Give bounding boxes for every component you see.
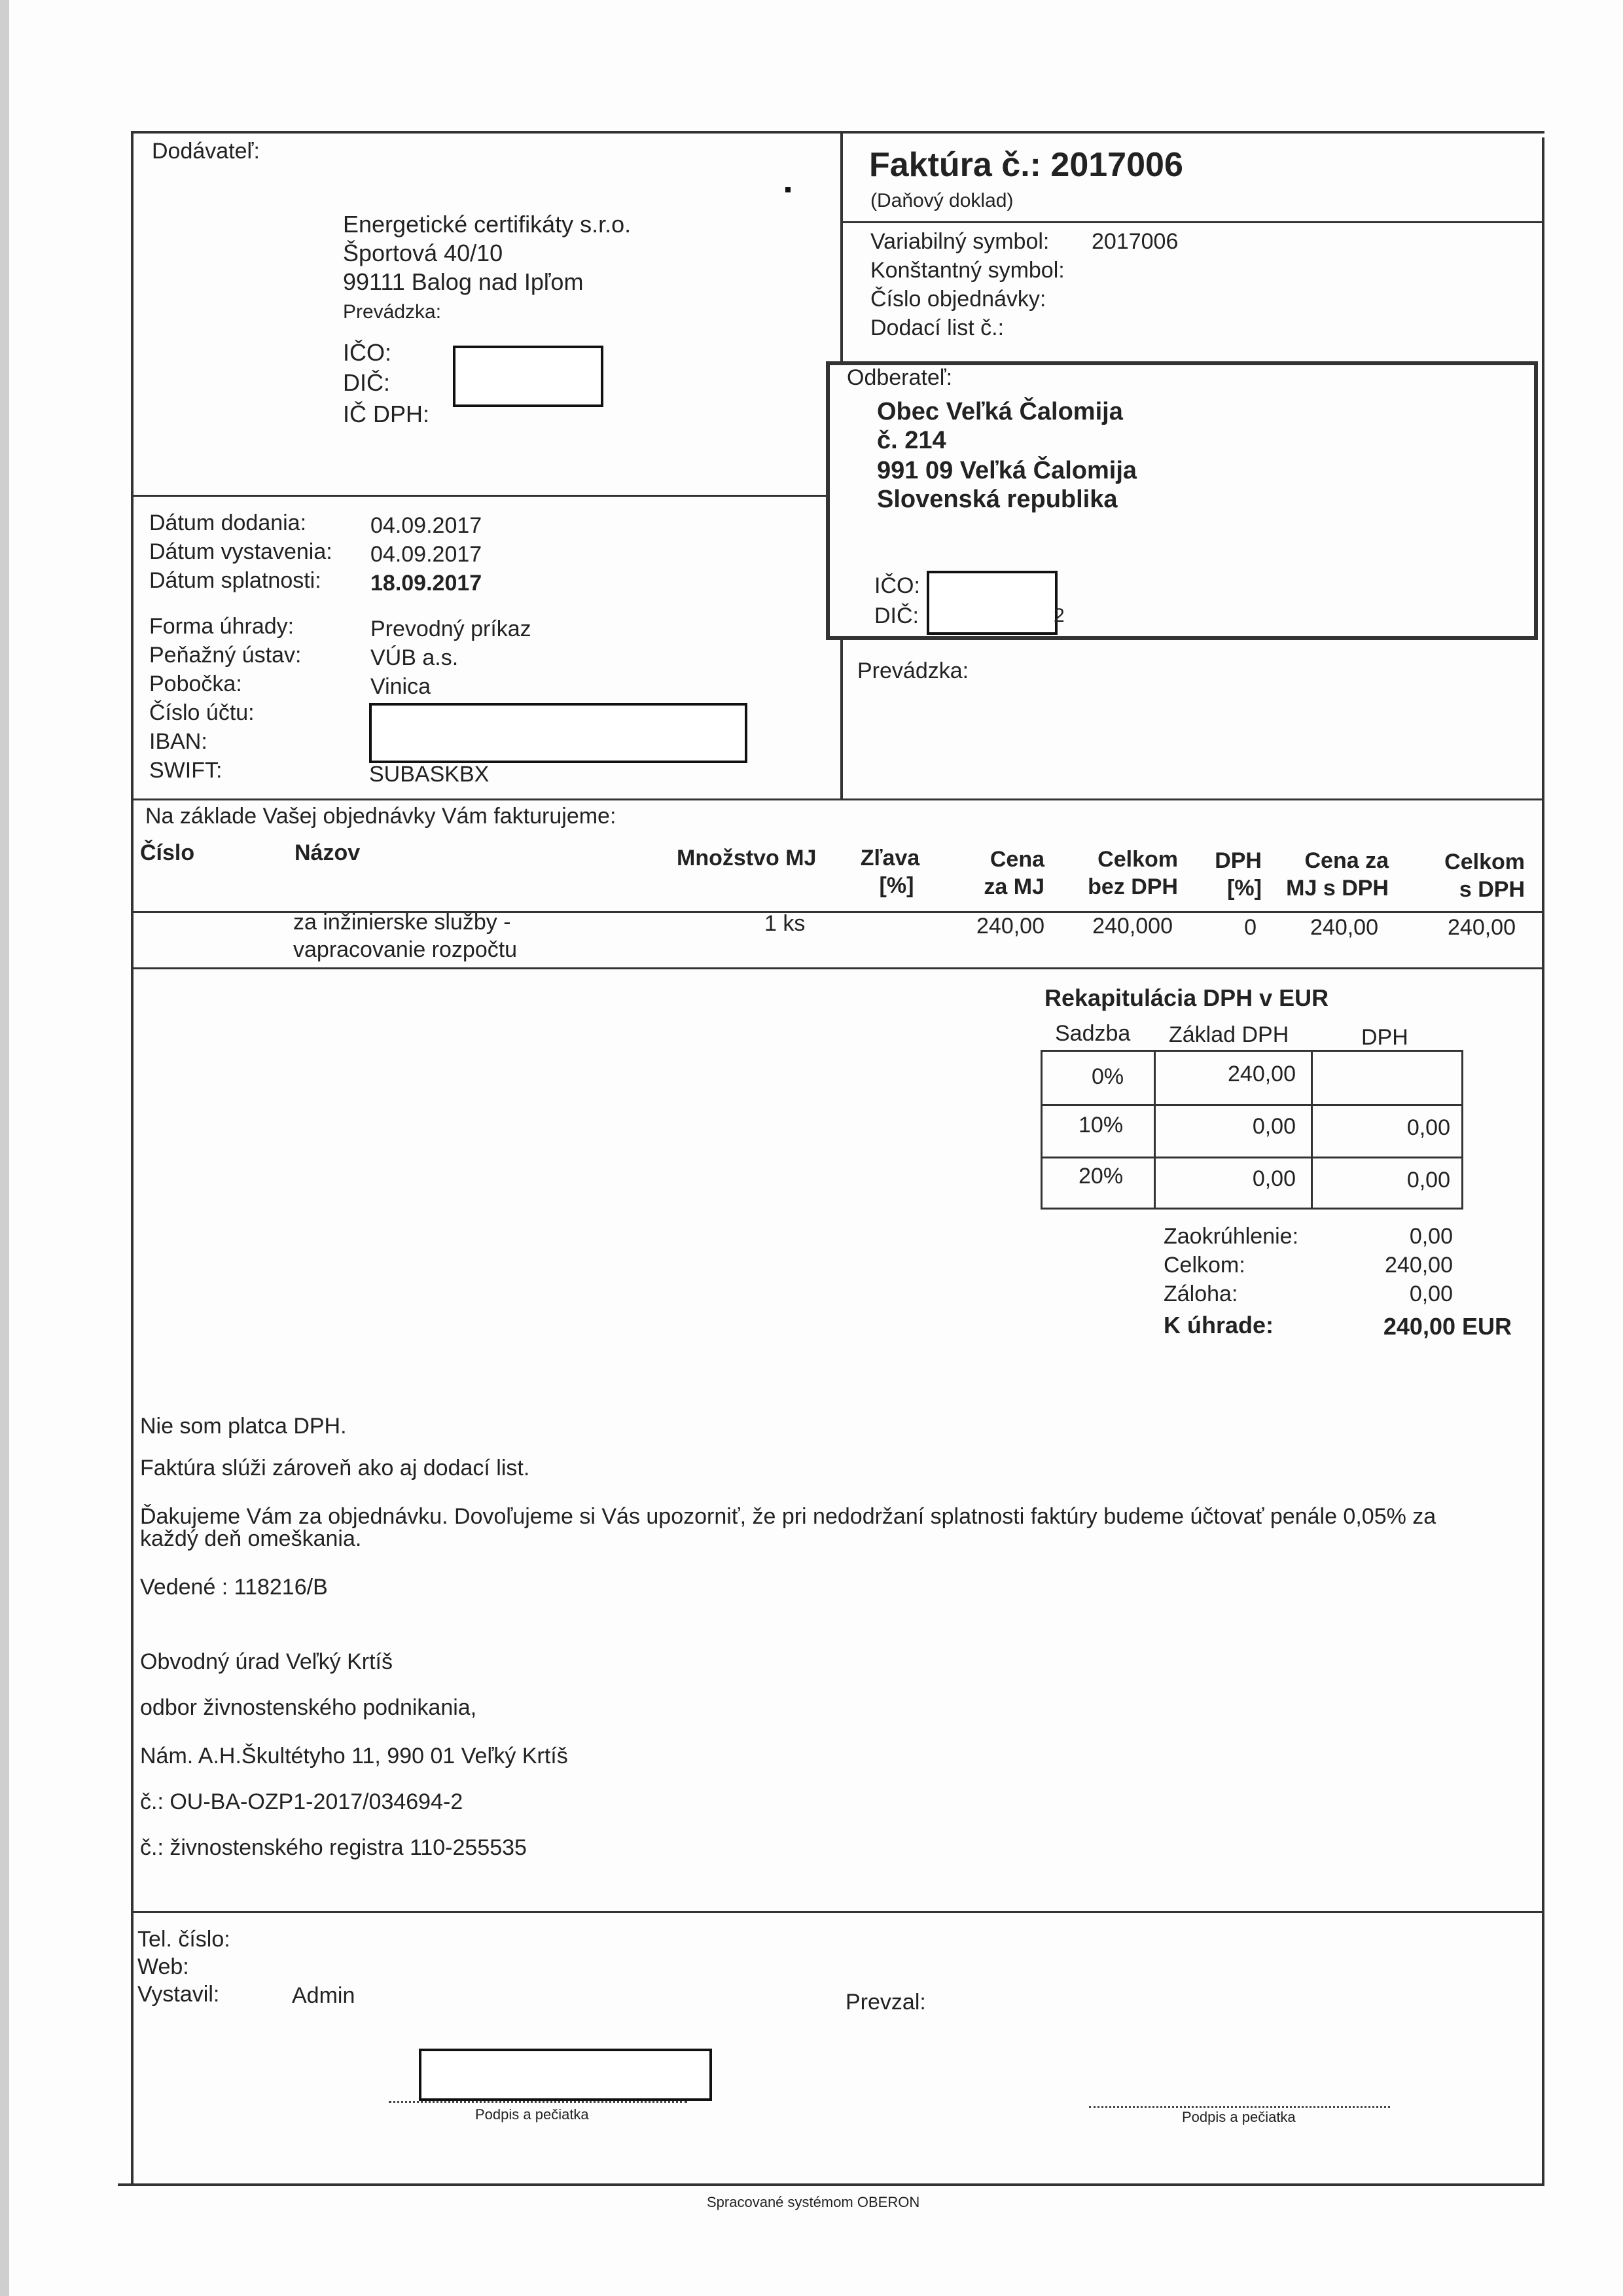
customer-line4: Slovenská republika — [877, 486, 1118, 513]
recap-row-1-sadzba: 10% — [1079, 1113, 1124, 1138]
supplier-ico-label: IČO: — [343, 339, 392, 366]
recap-row-0-sadzba: 0% — [1092, 1064, 1124, 1089]
col-nazov: Názov — [294, 840, 361, 865]
customer-line2: č. 214 — [877, 427, 946, 454]
supplier-street: Športová 40/10 — [343, 240, 503, 266]
supplier-city: 99111 Balog nad Ipľom — [343, 268, 584, 295]
row-cena: 240,00 — [976, 914, 1044, 939]
note-registered: Vedené : 118216/B — [140, 1575, 328, 1600]
col-mnozstvo: Množstvo MJ — [677, 846, 817, 870]
supplier-label: Dodávateľ: — [152, 139, 260, 164]
recap-vline-1 — [1154, 1052, 1156, 1208]
bank-label: Peňažný ústav: — [149, 643, 302, 668]
items-intro: Na základe Vašej objednávky Vám fakturujeme: — [145, 804, 616, 829]
date-due-label: Dátum splatnosti: — [149, 568, 321, 593]
order-number-label: Číslo objednávky: — [870, 287, 1046, 312]
row-nazov-1: za inžinierske služby - — [293, 910, 511, 935]
system-footer: Spracované systémom OBERON — [707, 2194, 920, 2210]
scan-edge — [0, 0, 9, 2296]
redacted-supplier-ids — [453, 346, 603, 407]
col-celkom-1: Celkom — [1097, 847, 1178, 872]
customer-stray-mark: 2 — [1054, 605, 1065, 626]
redacted-signature — [419, 2049, 712, 2101]
col-cena-dph-1: Cena za — [1304, 848, 1389, 873]
footer-issued-label: Vystavil: — [137, 1982, 220, 2007]
frame-bottom — [118, 2183, 1544, 2186]
date-delivery-label: Dátum dodania: — [149, 511, 307, 535]
col-cena-1: Cena — [990, 847, 1044, 872]
col-cena-2: za MJ — [984, 874, 1044, 899]
recap-row-1-zaklad: 0,00 — [1252, 1114, 1296, 1139]
redacted-bank-account — [369, 703, 747, 763]
supplier-dic-label: DIČ: — [343, 369, 390, 396]
col-celkom-2: bez DPH — [1088, 874, 1178, 899]
total-rounding-value: 0,00 — [1409, 1224, 1453, 1249]
supplier-divider — [131, 495, 840, 497]
date-issue-value: 04.09.2017 — [370, 542, 482, 567]
col-cislo: Číslo — [140, 840, 195, 865]
recap-row-2-dph: 0,00 — [1406, 1168, 1450, 1193]
delivery-note-label: Dodací list č.: — [870, 315, 1005, 340]
customer-ico-label: IČO: — [874, 573, 920, 598]
recap-hline-2 — [1043, 1157, 1461, 1158]
footer-issued-value: Admin — [292, 1983, 355, 2008]
date-delivery-value: 04.09.2017 — [370, 513, 482, 538]
col-cena-dph-2: MJ s DPH — [1286, 876, 1389, 901]
row-cena-s: 240,00 — [1310, 915, 1378, 940]
recap-header-zaklad: Základ DPH — [1169, 1022, 1289, 1047]
note-vat: Nie som platca DPH. — [140, 1414, 347, 1439]
col-zlava-1: Zľava — [860, 846, 920, 870]
constant-symbol-label: Konštantný symbol: — [870, 258, 1065, 283]
note-delivery: Faktúra slúži zároveň ako aj dodací list. — [140, 1456, 530, 1480]
supplier-name: Energetické certifikáty s.r.o. — [343, 211, 632, 238]
total-sum-value: 240,00 — [1385, 1253, 1453, 1278]
invoice-title-divider — [843, 221, 1542, 223]
row-celkom-bez: 240,000 — [1092, 914, 1173, 939]
col-dph-1: DPH — [1215, 848, 1262, 873]
redacted-customer-ids — [927, 571, 1058, 635]
total-due-label: K úhrade: — [1164, 1312, 1274, 1338]
total-advance-value: 0,00 — [1409, 1282, 1453, 1306]
frame-top — [131, 131, 1544, 134]
recap-row-1-dph: 0,00 — [1406, 1115, 1450, 1140]
recap-hline-1 — [1043, 1104, 1461, 1106]
branch-value: Vinica — [370, 674, 431, 699]
col-celkom-dph-2: s DPH — [1459, 877, 1525, 902]
row-dph: 0 — [1244, 915, 1257, 940]
note-thanks-2: každý deň omeškania. — [140, 1526, 362, 1551]
payment-form-label: Forma úhrady: — [149, 614, 294, 639]
customer-line3: 991 09 Veľká Čalomija — [877, 457, 1137, 484]
signature-line-left — [389, 2101, 687, 2103]
invoice-subtitle: (Daňový doklad) — [870, 190, 1014, 211]
footer-divider — [131, 1911, 1542, 1913]
date-issue-label: Dátum vystavenia: — [149, 539, 332, 564]
supplier-icdph-label: IČ DPH: — [343, 401, 430, 427]
customer-label: Odberateľ: — [847, 365, 953, 390]
total-rounding-label: Zaokrúhlenie: — [1164, 1224, 1299, 1249]
account-label: Číslo účtu: — [149, 700, 255, 725]
row-celkom-s: 240,00 — [1448, 915, 1516, 940]
recap-header-dph: DPH — [1361, 1025, 1408, 1050]
frame-right — [1542, 137, 1544, 2186]
note-department: odbor živnostenského podnikania, — [140, 1695, 477, 1720]
footer-tel: Tel. číslo: — [137, 1927, 230, 1952]
note-address: Nám. A.H.Škultétyho 11, 990 01 Veľký Krtíš — [140, 1744, 568, 1768]
total-advance-label: Záloha: — [1164, 1282, 1238, 1306]
items-end-divider — [131, 967, 1542, 969]
col-dph-2: [%] — [1227, 876, 1262, 901]
note-office: Obvodný úrad Veľký Krtíš — [140, 1649, 393, 1674]
note-trade-register: č.: živnostenského registra 110-255535 — [140, 1835, 527, 1860]
dot-mark — [785, 187, 791, 192]
note-reference: č.: OU-BA-OZP1-2017/034694-2 — [140, 1789, 463, 1814]
recap-header-sadzba: Sadzba — [1055, 1021, 1131, 1046]
swift-value: SUBASKBX — [369, 762, 490, 787]
customer-dic-label: DIČ: — [874, 603, 919, 628]
total-due-value: 240,00 EUR — [1383, 1313, 1512, 1340]
row-mnozstvo: 1 ks — [764, 911, 806, 936]
variable-symbol-value: 2017006 — [1092, 229, 1179, 254]
frame-left — [131, 131, 134, 2186]
recap-title: Rekapitulácia DPH v EUR — [1044, 984, 1329, 1011]
col-zlava-2: [%] — [879, 873, 914, 898]
col-celkom-dph-1: Celkom — [1444, 850, 1525, 874]
recap-row-2-sadzba: 20% — [1079, 1164, 1124, 1189]
date-due-value: 18.09.2017 — [370, 571, 482, 596]
branch-label: Pobočka: — [149, 672, 242, 696]
recap-row-0-zaklad: 240,00 — [1228, 1062, 1296, 1086]
swift-label: SWIFT: — [149, 758, 223, 783]
recap-row-2-zaklad: 0,00 — [1252, 1166, 1296, 1191]
variable-symbol-label: Variabilný symbol: — [870, 229, 1050, 254]
invoice-title: Faktúra č.: 2017006 — [869, 146, 1183, 184]
customer-line1: Obec Veľká Čalomija — [877, 398, 1123, 425]
footer-web: Web: — [137, 1954, 189, 1979]
row-nazov-2: vapracovanie rozpočtu — [293, 937, 518, 962]
supplier-prevadzka: Prevádzka: — [343, 301, 442, 323]
signature-line-right — [1089, 2106, 1390, 2108]
payment-form-value: Prevodný príkaz — [370, 617, 531, 641]
bank-value: VÚB a.s. — [370, 645, 459, 670]
signature-caption-right: Podpis a pečiatka — [1182, 2109, 1296, 2125]
note-thanks-1: Ďakujeme Vám za objednávku. Dovoľujeme si Vás upozorniť, že pri nedodržaní splatnosti faktúry budeme účtovať penále 0,05% za — [140, 1504, 1436, 1529]
footer-received-label: Prevzal: — [846, 1990, 926, 2015]
items-top-divider — [131, 798, 1542, 800]
customer-prevadzka: Prevádzka: — [857, 658, 969, 683]
iban-label: IBAN: — [149, 729, 207, 754]
total-sum-label: Celkom: — [1164, 1253, 1245, 1278]
signature-caption-left: Podpis a pečiatka — [475, 2106, 589, 2123]
